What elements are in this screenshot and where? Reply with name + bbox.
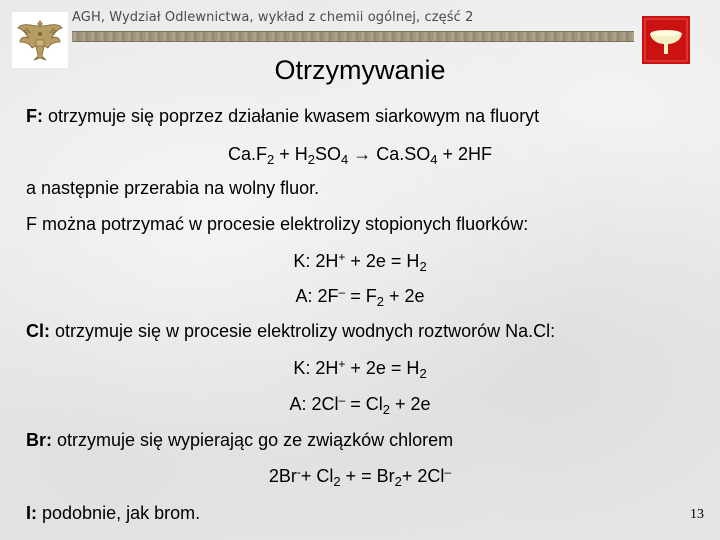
- header-title: AGH, Wydział Odlewnictwa, wykład z chemii ogólnej, część 2: [72, 10, 474, 25]
- fluorine-text: otrzymuje się poprzez działanie kwasem siarkowym na fluoryt: [43, 106, 540, 126]
- eq-sub: 2: [382, 402, 390, 417]
- equation-fluorite: [0, 144, 720, 165]
- fluorine-label: F:: [26, 106, 43, 126]
- fluorine-anode-eq: [0, 286, 720, 307]
- eq-part: + 2e = H: [345, 251, 420, 271]
- eq-part: = Cl: [345, 394, 383, 414]
- header-divider-bar: [72, 31, 634, 42]
- chlorine-text: otrzymuje się w procesie elektrolizy wodnych roztworów Na.Cl:: [50, 321, 556, 341]
- eq-sub: 2: [307, 152, 315, 167]
- eq-charge: –: [338, 393, 346, 407]
- bromine-text: otrzymuje się wypierając go ze związków chlorem: [52, 430, 454, 450]
- chlorine-intro: [26, 321, 555, 342]
- eq-charge: +: [338, 250, 346, 264]
- eq-charge: -: [296, 465, 301, 479]
- eq-product-caso: Ca.SO: [376, 144, 431, 164]
- eq-sub: 2: [266, 152, 275, 167]
- chlorine-anode-eq: [0, 394, 720, 415]
- iodine-text: podobnie, jak brom.: [37, 503, 201, 523]
- bromine-equation: [0, 466, 720, 487]
- eq-charge: +: [338, 357, 346, 371]
- eq-sub: 2: [419, 366, 427, 381]
- bromine-intro: [26, 430, 453, 451]
- page-number: 13: [690, 507, 704, 522]
- eq-sub: 4: [430, 152, 438, 167]
- eq-part: + 2Cl: [401, 466, 445, 486]
- eq-charge: –: [338, 285, 346, 299]
- eq-reactant-caf: Ca.F: [227, 144, 267, 164]
- eq-part: + Cl: [300, 466, 334, 486]
- chlorine-label: Cl:: [26, 321, 50, 341]
- eq-part: K: 2H: [293, 358, 339, 378]
- eq-sub: 2: [333, 474, 341, 489]
- bromine-label: Br:: [26, 430, 52, 450]
- eq-part: = F: [345, 286, 377, 306]
- eq-charge: –: [444, 465, 452, 479]
- eq-part: + = Br: [340, 466, 395, 486]
- eq-part: K: 2H: [293, 251, 339, 271]
- eq-sub: 2: [394, 474, 402, 489]
- fluorine-intro: [26, 106, 539, 127]
- eq-part: A: 2F: [295, 286, 339, 306]
- eq-so: SO: [314, 144, 341, 164]
- eq-sub: 4: [340, 152, 349, 167]
- chlorine-cathode-eq: [0, 358, 720, 379]
- eq-plus-h: + H: [274, 144, 308, 164]
- iodine-label: I:: [26, 503, 37, 523]
- fluorine-cathode-eq: [0, 251, 720, 272]
- eq-part: + 2e: [389, 394, 431, 414]
- slide-title: Otrzymywanie: [274, 55, 446, 85]
- fluorine-then-text: a następnie przerabia na wolny fluor.: [26, 178, 320, 198]
- reaction-arrow: →: [348, 144, 377, 164]
- eq-sub: 2: [376, 294, 384, 309]
- eq-product-hf: + 2HF: [437, 144, 493, 164]
- eq-part: + 2e: [383, 286, 425, 306]
- eq-part: A: 2Cl: [289, 394, 339, 414]
- fluorine-alt-text: F można potrzymać w procesie elektrolizy stopionych fluorków:: [26, 214, 529, 234]
- eq-part: 2Br: [268, 466, 297, 486]
- eq-part: + 2e = H: [345, 358, 420, 378]
- eq-sub: 2: [419, 259, 427, 274]
- iodine-intro: [26, 503, 200, 524]
